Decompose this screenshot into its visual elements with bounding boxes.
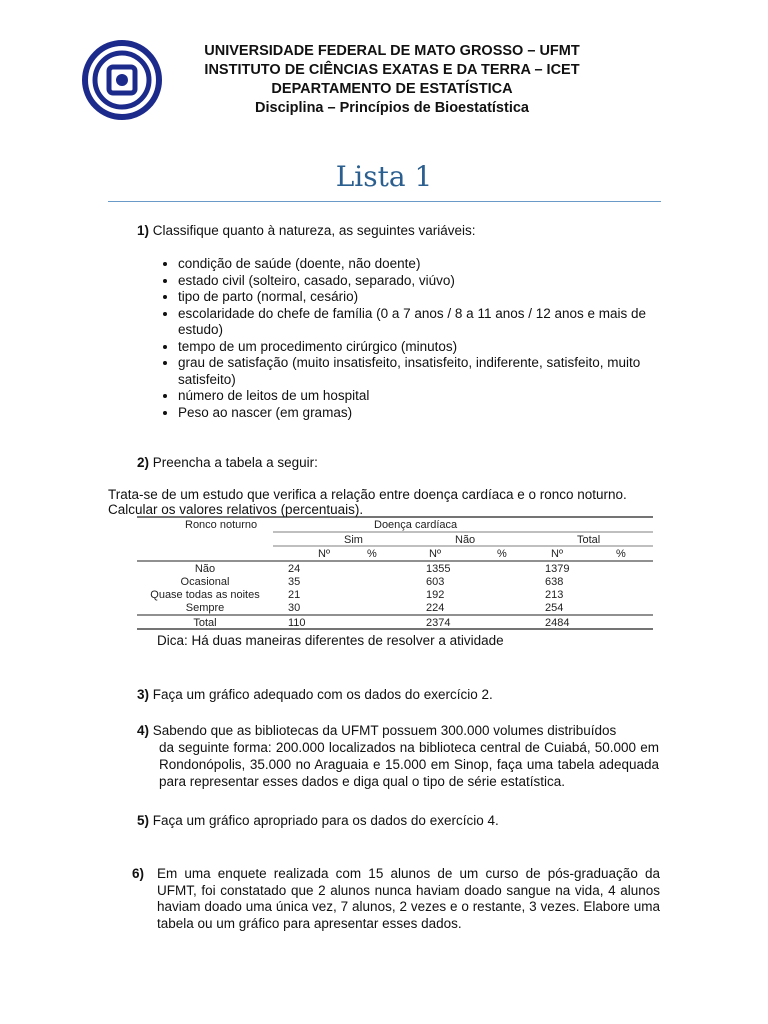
row-label: Sempre (185, 602, 225, 614)
table-total-row (193, 617, 569, 629)
row-label: Quase todas as noites (150, 589, 260, 601)
n-label: Nº (429, 548, 441, 560)
ufmt-logo (82, 40, 162, 120)
cell-total: 2484 (545, 617, 570, 629)
question-2-text: Preencha a tabela a seguir: (152, 455, 318, 470)
n-label: Nº (551, 548, 563, 560)
header-discipline: Disciplina – Princípios de Bioestatística (255, 100, 529, 116)
sub-total-header: Total (577, 534, 601, 546)
question-6-number: 6) (132, 866, 145, 881)
question-1 (137, 222, 475, 239)
cell-total: 638 (545, 576, 564, 588)
question-2 (137, 454, 318, 471)
col-doenca-header: Doença cardíaca (374, 519, 458, 531)
question-2-intro-line1: Trata-se de um estudo que verifica a relação entre doença cardíaca e o ronco noturno. (108, 487, 627, 502)
page-title: Lista 1 (335, 160, 433, 193)
row-label: Não (194, 563, 216, 575)
header-institute: INSTITUTO DE CIÊNCIAS EXATAS E DA TERRA – ICET (204, 62, 580, 78)
cell-sim: 110 (288, 617, 306, 629)
snoring-table (137, 516, 653, 630)
cell-total: 254 (545, 602, 564, 614)
question-3-number: 3) (137, 687, 150, 702)
question-2-intro-line2: Calcular os valores relativos (percentuais). (108, 502, 364, 517)
list-item: • Peso ao nascer (em gramas) (178, 405, 688, 422)
institution-header (172, 42, 612, 118)
question-1-number: 1) (137, 223, 150, 238)
sub-sim-header: Sim (344, 534, 363, 546)
sub-nao-header: Não (455, 534, 476, 546)
table-row (195, 563, 570, 575)
title-divider (108, 201, 661, 202)
cell-sim: 30 (288, 602, 301, 614)
cell-sim: 21 (288, 589, 301, 601)
cell-nao: 1355 (426, 563, 451, 575)
question-4-text: da seguinte forma: 200.000 localizados na biblioteca central de Cuiabá, 50.000 em Rondonópolis, 35.000 no Araguaia e 15.000 em Sinop, faça uma tabela adequada para representar esses dados e diga qual o tipo de série estatística. (159, 740, 659, 789)
question-4-number: 4) (137, 723, 150, 738)
list-item: • grau de satisfação (muito insatisfeito, insatisfeito, indiferente, satisfeito, muito satisfeito) (178, 355, 688, 388)
list-item: • estado civil (solteiro, casado, separado, viúvo) (178, 273, 688, 290)
question-6-text: Em uma enquete realizada com 15 alunos de um curso de pós-graduação da UFMT, foi constatado que 2 alunos nunca haviam doado sangue na vida, 4 alunos haviam doado uma única vez, 7 alunos, 2 vezes e o restante, 3 vezes. Elabore uma tabela ou um gráfico para apresentar esses dados. (157, 866, 660, 931)
list-item: • condição de saúde (doente, não doente) (178, 256, 688, 273)
question-1-text: Classifique quanto à natureza, as seguintes variáveis: (152, 223, 476, 238)
question-5-number: 5) (137, 813, 150, 828)
question-4-line1: Sabendo que as bibliotecas da UFMT possuem 300.000 volumes distribuídos (152, 723, 617, 738)
pct-label: % (367, 548, 377, 560)
question-3 (137, 686, 493, 703)
question-2-number: 2) (137, 455, 150, 470)
question-4 (137, 722, 659, 790)
cell-nao: 224 (426, 602, 445, 614)
cell-total: 1379 (545, 563, 570, 575)
list-item: • número de leitos de um hospital (178, 388, 688, 405)
cell-nao: 192 (426, 589, 445, 601)
list-item: • tempo de um procedimento cirúrgico (minutos) (178, 339, 688, 356)
list-item: • escolaridade do chefe de família (0 a 7 anos / 8 a 11 anos / 12 anos e mais de estudo) (178, 306, 688, 339)
row-label: Total (193, 617, 217, 629)
cell-total: 213 (545, 589, 564, 601)
pct-label: % (616, 548, 626, 560)
n-label: Nº (318, 548, 330, 560)
question-3-text: Faça um gráfico adequado com os dados do exercício 2. (152, 687, 493, 702)
question-5 (137, 812, 499, 829)
table-row (181, 576, 564, 588)
header-department: DEPARTAMENTO DE ESTATÍSTICA (271, 81, 513, 97)
question-2-hint: Dica: Há duas maneiras diferentes de resolver a atividade (157, 633, 504, 648)
table-row (150, 589, 563, 601)
row-label: Ocasional (180, 576, 230, 588)
pct-label: % (497, 548, 507, 560)
cell-sim: 24 (288, 563, 301, 575)
question-2-intro (108, 487, 668, 517)
list-item: • tipo de parto (normal, cesário) (178, 289, 688, 306)
col-ronco-header: Ronco noturno (185, 519, 258, 531)
table-row (186, 602, 564, 614)
variables-list (156, 256, 688, 421)
cell-nao: 2374 (426, 617, 451, 629)
question-6 (132, 866, 660, 932)
cell-nao: 603 (426, 576, 445, 588)
header-university: UNIVERSIDADE FEDERAL DE MATO GROSSO – UFMT (204, 43, 580, 59)
cell-sim: 35 (288, 576, 301, 588)
question-5-text: Faça um gráfico apropriado para os dados do exercício 4. (152, 813, 499, 828)
